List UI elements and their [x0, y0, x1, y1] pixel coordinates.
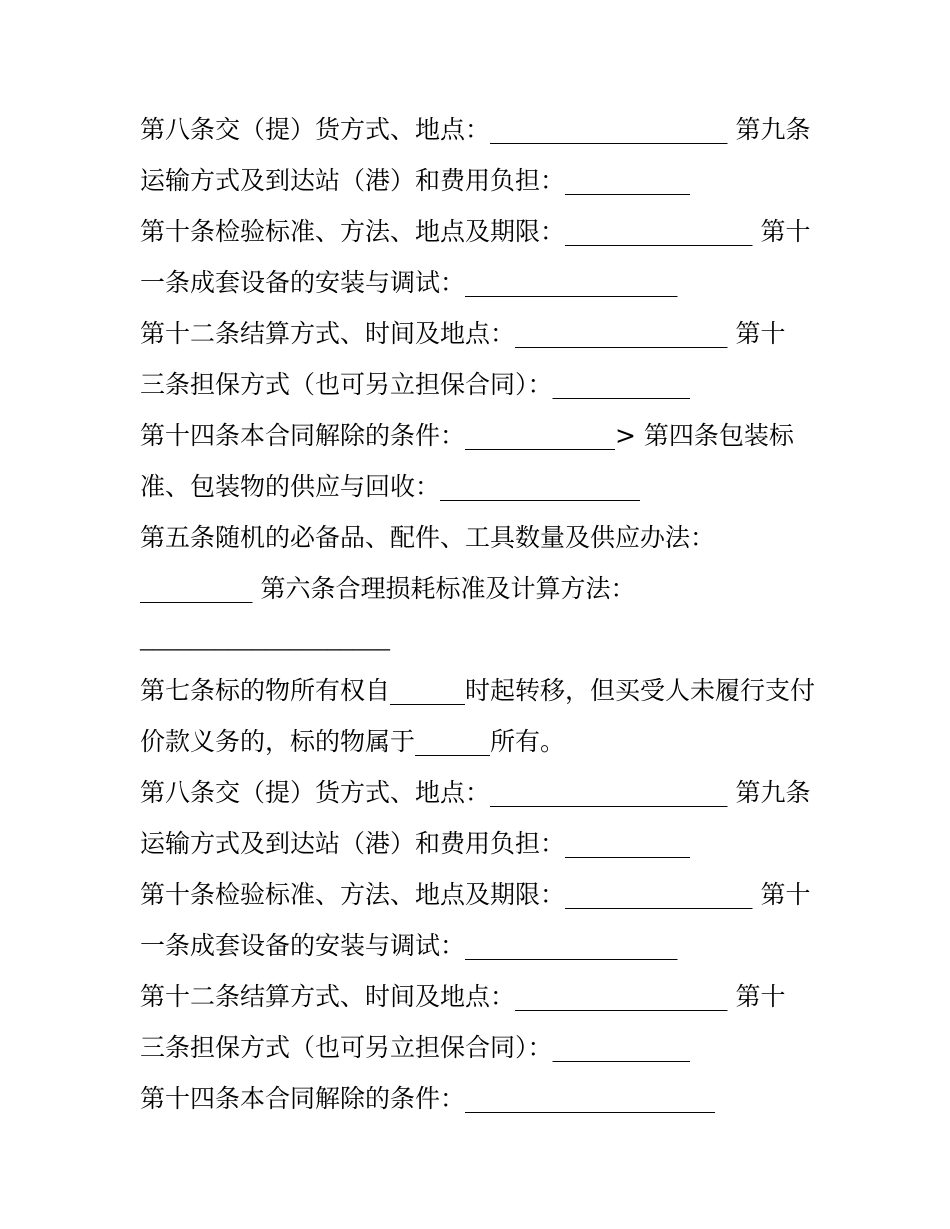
text-line: 第十二条结算方式、时间及地点：_________________ 第十 — [140, 982, 786, 1011]
text-line: 三条担保方式（也可另立担保合同）：___________ — [140, 370, 691, 399]
text-line: 运输方式及到达站（港）和费用负担：__________ — [140, 166, 691, 195]
text-line: 第十二条结算方式、时间及地点：_________________ 第十 — [140, 319, 786, 348]
text-line: 第十四条本合同解除的条件：____________________ — [140, 1084, 716, 1113]
text-line: 准、包装物的供应与回收：________________ — [140, 472, 641, 501]
text-line: 价款义务的，标的物属于______所有。 — [140, 727, 566, 756]
text-line: 运输方式及到达站（港）和费用负担：__________ — [140, 829, 691, 858]
text-line: 第八条交（提）货方式、地点：___________________ 第九条 — [140, 778, 811, 807]
text-line: 第七条标的物所有权自______时起转移，但买受人未履行支付 — [140, 676, 816, 705]
text-line: 三条担保方式（也可另立担保合同）：___________ — [140, 1033, 691, 1062]
text-line: 第八条交（提）货方式、地点：___________________ 第九条 — [140, 115, 811, 144]
text-line: 一条成套设备的安装与调试：_________________ — [140, 931, 678, 960]
text-line: ____________________ — [140, 626, 390, 653]
text-line: 一条成套设备的安装与调试：_________________ — [140, 268, 678, 297]
text-line: 第十四条本合同解除的条件：____________> 第四条包装标 — [140, 421, 794, 450]
text-line: 第十条检验标准、方法、地点及期限：_______________ 第十 — [140, 217, 811, 246]
text-line: 第五条随机的必备品、配件、工具数量及供应办法： — [140, 523, 716, 552]
text-line: _________ 第六条合理损耗标准及计算方法： — [140, 574, 636, 603]
document-body — [140, 104, 820, 1124]
text-line: 第十条检验标准、方法、地点及期限：_______________ 第十 — [140, 880, 811, 909]
